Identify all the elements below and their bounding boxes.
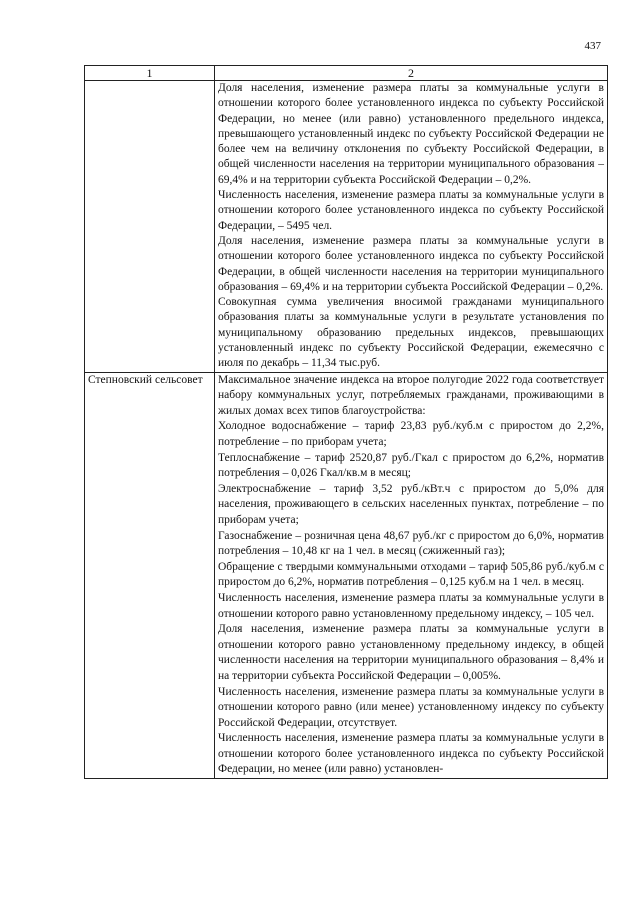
table-row <box>85 81 608 373</box>
paragraph: Электроснабжение – тариф 3,52 руб./кВт.ч с приростом до 5,0% для населения, проживающего в сельских населенных пунктах, потребление – по приборам учета; <box>218 482 604 526</box>
paragraph: Численность населения, изменение размера платы за коммунальные услуги в отношении которого более установленного индекса по субъекту Российской Федерации, но менее (или равно) установлен- <box>218 732 604 776</box>
municipality-name-cell: Степновский сельсовет <box>85 372 215 778</box>
paragraph: Обращение с твердыми коммунальными отходами – тариф 505,86 руб./куб.м с приростом до 6,2%, норматив потребления – 0,125 куб.м на 1 чел. в месяц. <box>218 560 604 589</box>
paragraph: Доля населения, изменение размера платы за коммунальные услуги в отношении которого более установленного индекса по субъекту Российской Федерации, в общей численности населения на территории муниципального образования – 69,4% и на территории субъекта Российской Федерации – 0,2%. <box>218 234 604 293</box>
table-row <box>85 372 608 778</box>
paragraph: Численность населения, изменение размера платы за коммунальные услуги в отношении которого более установленного индекса по субъекту Российской Федерации, – 5495 чел. <box>218 189 604 232</box>
page-number: 437 <box>584 40 601 52</box>
description-cell <box>215 81 608 373</box>
municipality-name-cell <box>85 81 215 373</box>
paragraph: Доля населения, изменение размера платы за коммунальные услуги в отношении которого более установленного индекса по субъекту Российской Федерации, но менее (или равно) установленного предельного индекса, превышающего установленный индекс по субъекту Российской Федерации не более чем на величину отклонения по субъекту Российской Федерации, в общей численности населения на территории муниципального образования – 69,4% и на территории субъекта Российской Федерации – 0,2%. <box>218 82 604 186</box>
description-cell <box>215 372 608 778</box>
document-table <box>84 65 608 779</box>
paragraph: Холодное водоснабжение – тариф 23,83 руб./куб.м с приростом до 2,2%, потребление – по приборам учета; <box>218 420 604 449</box>
paragraph: Теплоснабжение – тариф 2520,87 руб./Гкал с приростом до 6,2%, норматив потребления – 0,026 Гкал/кв.м в месяц; <box>218 451 604 480</box>
column-header-1: 1 <box>85 66 215 81</box>
paragraph: Численность населения, изменение размера платы за коммунальные услуги в отношении которого равно (или менее) установленному индексу по субъекту Российской Федерации, отсутствует. <box>218 685 604 729</box>
paragraph: Газоснабжение – розничная цена 48,67 руб./кг с приростом до 6,0%, норматив потребления – 10,48 кг на 1 чел. в месяц (сжиженный газ); <box>218 529 604 558</box>
paragraph: Максимальное значение индекса на второе полугодие 2022 года соответствует набору коммунальных услуг, потребляемых гражданами, проживающими в жилых домах всех типов благоустройства: <box>218 373 604 417</box>
paragraph: Численность населения, изменение размера платы за коммунальные услуги в отношении которого равно установленному предельному индексу, – 105 чел. <box>218 591 604 620</box>
column-header-2: 2 <box>215 66 608 81</box>
table-header-row <box>85 66 608 81</box>
paragraph: Доля населения, изменение размера платы за коммунальные услуги в отношении которого равно установленному предельному индексу, в общей численности населения на территории муниципального образования – 8,4% и на территории субъекта Российской Федерации – 0,005%. <box>218 623 604 682</box>
paragraph: Совокупная сумма увеличения вносимой гражданами муниципального образования платы за коммунальные услуги в результате установления по муниципальному образованию предельных индексов, превышающих установленный индекс по субъекту Российской Федерации, ежемесячно с июля по декабрь – 11,34 тыс.руб. <box>218 296 604 370</box>
